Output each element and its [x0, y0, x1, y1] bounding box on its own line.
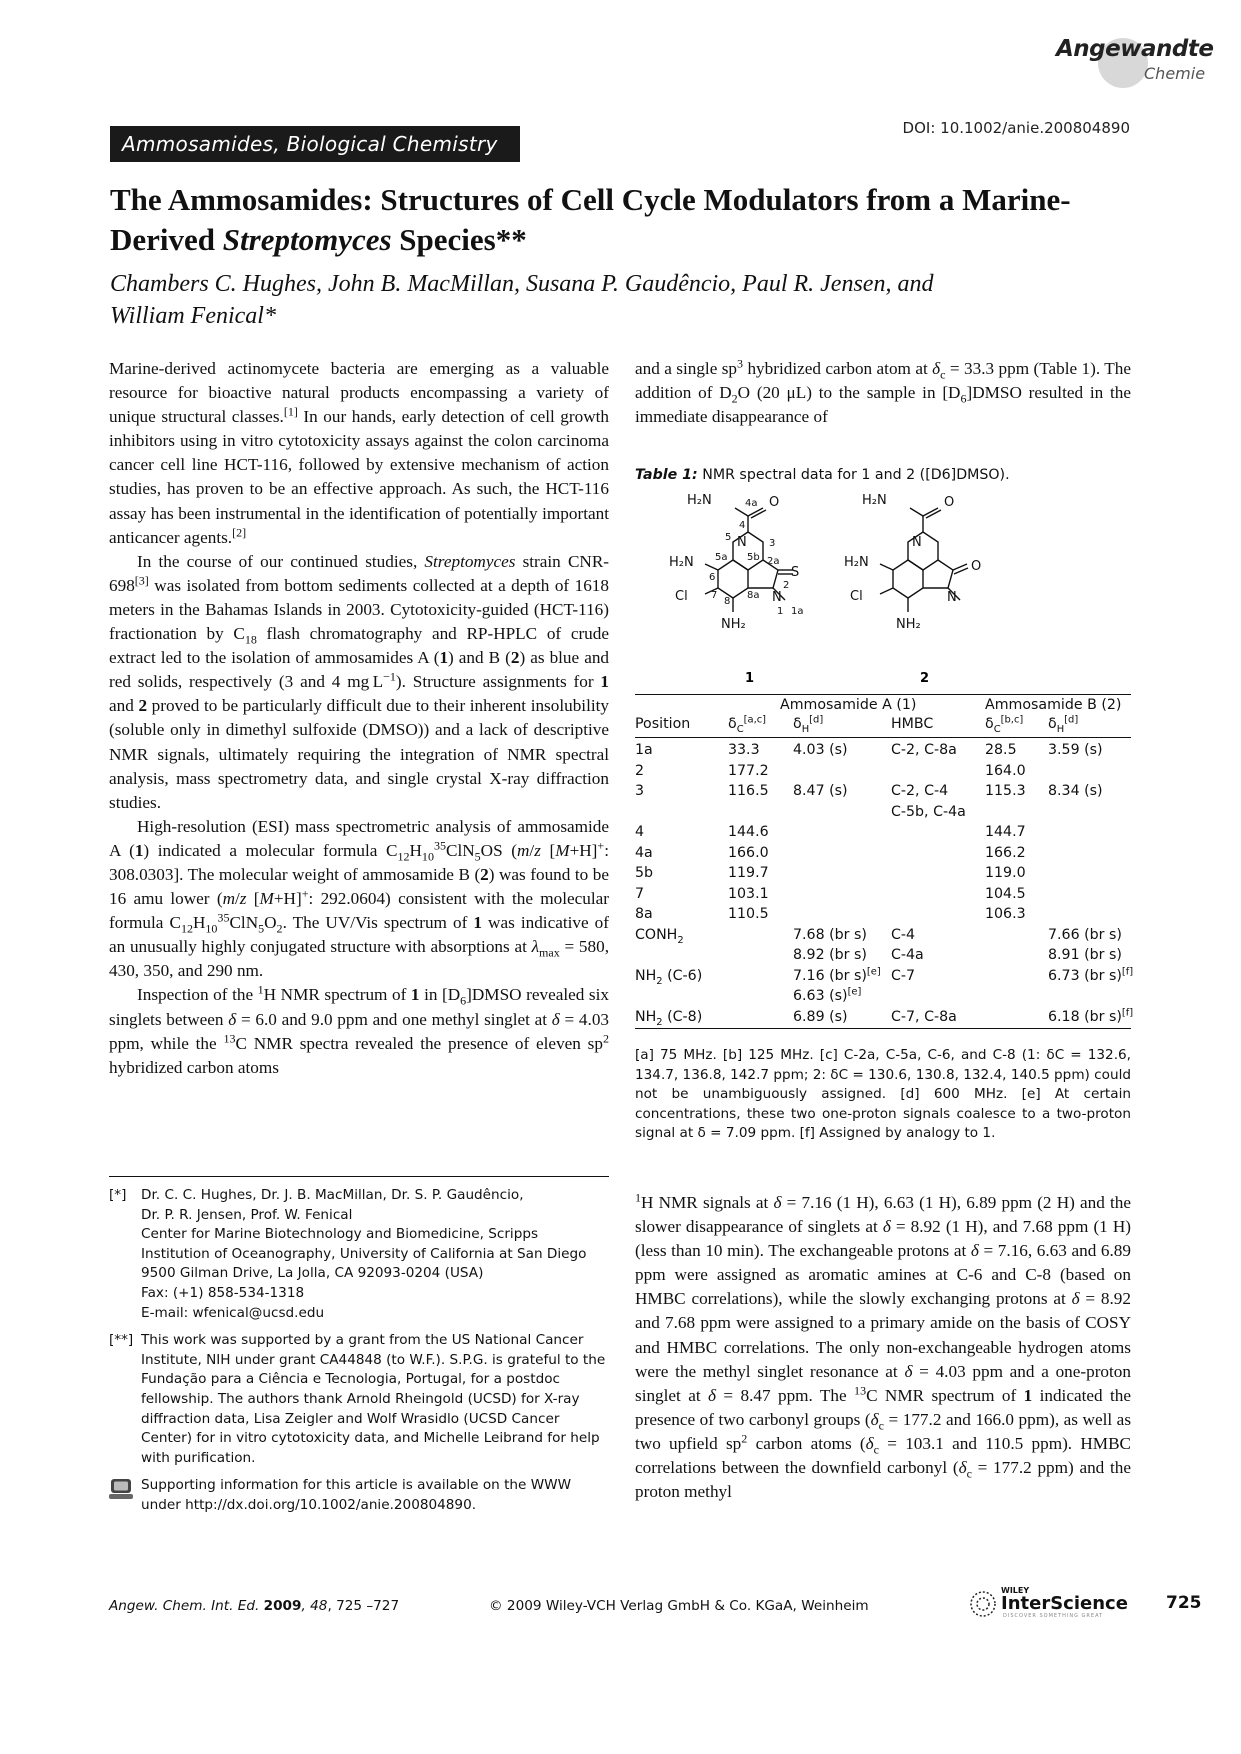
paragraph: Marine-derived actinomycete bacteria are emerging as a valuable resource for bioactive natural products encompassing a variety of unique structural classes.[1] In our hands, early detection of cell growth inhibitors using in vitro cytotoxicity assays against the colon carcinoma cancer cell line HCT-116, followed by extensive mechanism of action studies, has proven to be an effective approach. As such, the HCT-116 assay has been instrumental in the identification of potentially important anticancer agents.[2]: [109, 359, 609, 547]
svg-text:5a: 5a: [715, 552, 728, 563]
svg-text:NH₂: NH₂: [721, 617, 746, 632]
table-cell: 166.0: [728, 844, 769, 861]
table-cell: 4.03 (s): [793, 742, 848, 758]
svg-text:Cl: Cl: [850, 589, 863, 604]
table-row: [635, 885, 1131, 906]
table-cell: 119.7: [728, 865, 769, 881]
body-column-right-top: [635, 357, 1131, 429]
table-cell: 7: [635, 885, 645, 902]
body-column-right-bottom: [635, 1191, 1131, 1504]
svg-text:S: S: [791, 565, 800, 580]
table-cell: 7.16 (br s)[e]: [793, 965, 881, 984]
table-cell: 164.0: [985, 762, 1026, 779]
table-cell: 1a: [635, 742, 653, 758]
table-row: [635, 987, 1131, 1008]
publisher-logo: WILEY InterScience DISCOVER SOMETHING GREAT: [967, 1590, 1127, 1620]
table-row: [635, 762, 1131, 783]
table-cell: $NH_2$ (C-8): [635, 1008, 703, 1028]
svg-text:2: 2: [783, 580, 790, 591]
table-rule-bottom: [635, 1028, 1131, 1029]
paragraph: Inspection of the $^1$H NMR spectrum of 1 in $[D_6]DMSO$ revealed six singlets between δ = 6.0 and 9.0 ppm and one methyl singlet at δ = 4.03 ppm, while the $^{13}$C NMR spectra revealed the presence of eleven $sp^2$ hybridized carbon atoms: [109, 982, 610, 1077]
table-cell: C-5b, C-4a: [891, 803, 966, 820]
nmr-table: [635, 694, 1134, 1029]
page-footer: [109, 1586, 1202, 1620]
page-number: 725: [1166, 1593, 1202, 1613]
svg-text:Cl: Cl: [675, 589, 688, 604]
table-row: [635, 741, 1131, 762]
table-row: [635, 823, 1131, 844]
table-cell: $CONH_2$: [635, 926, 684, 946]
table-cell: C-2, C-8a: [891, 742, 957, 758]
table-cell: $NH_2$ (C-6): [635, 967, 703, 987]
table-cell: 104.5: [985, 885, 1026, 902]
table-cell: 8.34 (s): [1048, 783, 1103, 799]
table-cell: 8.47 (s): [793, 783, 848, 799]
svg-text:4a: 4a: [745, 498, 758, 509]
svg-text:7: 7: [711, 590, 718, 601]
table-row: [635, 782, 1131, 803]
svg-text:4: 4: [739, 520, 746, 531]
supporting-info-text[interactable]: Supporting information for this article is available on the WWW under http://dx.doi.org/10.1002/anie.200804890.: [141, 1477, 572, 1513]
svg-text:NH₂: NH₂: [896, 617, 921, 632]
table-cell: 3.59 (s): [1048, 742, 1103, 758]
svg-text:H₂N: H₂N: [669, 555, 694, 570]
col-header: $\delta_H[d]$: [793, 714, 824, 735]
table-cell: C-4a: [891, 947, 924, 963]
computer-icon: [109, 1478, 133, 1500]
table-cell: 110.5: [728, 906, 769, 922]
col-header: $\delta_C[b,c]$: [985, 714, 1024, 735]
svg-text:1: 1: [777, 606, 784, 617]
table-row: [635, 946, 1131, 967]
compound-label-1: 1: [745, 671, 755, 686]
table-cell: 8a: [635, 906, 653, 922]
table-cell: 144.6: [728, 824, 769, 840]
journal-logo: [1040, 30, 1220, 90]
table-cell: 119.0: [985, 865, 1026, 881]
table-cell: 6.18 (br s)[f]: [1048, 1006, 1134, 1025]
section-banner: Ammosamides, Biological Chemistry: [110, 126, 520, 162]
svg-text:5b: 5b: [747, 552, 760, 563]
table-cell: 5b: [635, 865, 654, 881]
svg-text:8: 8: [724, 596, 731, 607]
paragraph: and a single $sp^3$ hybridized carbon atom at $\delta_c = 33.3$ ppm (Table 1). The addition of $D_2O$ (20 μL) to the sample in $[D_6]DMSO$ resulted in the immediate disappearance of: [635, 356, 1131, 427]
paragraph: In the course of our continued studies, Streptomyces strain CNR-698[3] was isolated from bottom sediments collected at a depth of 1618 meters in the Bahamas Islands in 2003. Cytotoxicity-guided (HCT-116) fractionation by $C_{18}$ flash chromatography and RP-HPLC of crude extract led to the isolation of ammosamides A (1) and B (2) as blue and red solids, respectively (3 and 4 mg $L^{-1}$). Structure assignments for 1 and 2 proved to be particularly difficult due to their inherent insolubility (soluble only in dimethyl sulfoxide (DMSO)) and a lack of descriptive NMR signals, ultimately requiring the integration of NMR spectral analysis, mass spectrometry data, and single crystal X-ray diffraction studies.: [109, 551, 610, 812]
table-caption: Table 1: NMR spectral data for 1 and 2 ([D6]DMSO).: [635, 467, 1010, 483]
table-cell: C-7: [891, 967, 916, 984]
table-body: [635, 738, 1134, 1028]
doi[interactable]: DOI: 10.1002/anie.200804890: [902, 119, 1130, 137]
table-cell: 6.73 (br s)[f]: [1048, 965, 1134, 984]
svg-text:H₂N: H₂N: [862, 493, 887, 508]
table-cell: 8.92 (br s): [793, 947, 867, 963]
svg-text:8a: 8a: [747, 590, 760, 601]
svg-text:3: 3: [769, 538, 776, 549]
table-cell: 28.5: [985, 742, 1017, 758]
table-cell: 8.91 (br s): [1048, 947, 1122, 963]
group-ammosamide-b: Ammosamide B (2): [985, 697, 1122, 713]
col-header: $\delta_C[a,c]$: [728, 714, 767, 735]
svg-text:N: N: [912, 535, 922, 550]
footnote-acknowledgment: [**] This work was supported by a grant from the US National Cancer Institute, NIH under grant CA44848 (to W.F.). S.P.G. is grateful to the Fundação para a Ciência e Tecnologia, Portugal, for a postdoc fellowship. The authors thank Arnold Rheingold (UCSD) for X-ray diffraction data, Lisa Zeigler and Wolf Wrasidlo (UCSD Cancer Center) for in vitro cytotoxicity data, and Michelle Leibrand for help with purification.: [109, 1332, 606, 1466]
svg-text:N: N: [772, 590, 782, 605]
table-row: [635, 905, 1131, 926]
table-cell: C-2, C-4: [891, 783, 949, 799]
table-cell: 106.3: [985, 906, 1026, 922]
table-row: [635, 864, 1131, 885]
table-header: [635, 715, 1131, 737]
table-row: [635, 926, 1131, 947]
table-cell: 4a: [635, 844, 653, 861]
table-row: [635, 844, 1131, 865]
table-row: [635, 965, 1134, 988]
col-header: Position: [635, 716, 691, 732]
globe-icon: [969, 1590, 997, 1618]
table-cell: 103.1: [728, 885, 769, 902]
paragraph: $^1$H NMR signals at δ = 7.16 (1 H), 6.63 (1 H), 6.89 ppm (2 H) and the slower disappearance of singlets at δ = 8.92 (1 H), and 7.68 ppm (1 H) (less than 10 min). The exchangeable protons at δ = 7.16, 6.63 and 6.89 ppm were assigned as aromatic amines at C-6 and C-8 (based on HMBC correlations), while the slowly exchanging protons at δ = 8.92 and 7.68 ppm were assigned to a primary amide on the basis of COSY and HMBC correlations. The only non-exchangeable hydrogen atoms were the methyl singlet resonance at δ = 4.03 ppm and a one-proton singlet at δ = 8.47 ppm. The $^{13}$C NMR spectrum of 1 indicated the presence of two carbonyl groups ($\delta_c = 177.2$ and 166.0 ppm), as well as two upfield $sp^2$ carbon atoms ($\delta_c = 103.1$ and 110.5 ppm). HMBC correlations between the downfield carbonyl ($\delta_c = 177.2$ ppm) and the proton methyl: [635, 1190, 1132, 1502]
svg-text:2a: 2a: [767, 556, 780, 567]
table-cell: 2: [635, 762, 645, 779]
compound-label-2: 2: [920, 671, 930, 686]
journal-citation: Angew. Chem. Int. Ed. 2009, 48, 725 –727: [109, 1598, 400, 1614]
table-cell: 33.3: [728, 742, 760, 758]
table-cell: 7.68 (br s): [793, 926, 867, 943]
footnote-mark: [**]: [109, 1332, 134, 1349]
table-cell: C-7, C-8a: [891, 1008, 957, 1025]
supporting-info: [109, 1476, 609, 1515]
table-cell: 6.63 (s)[e]: [793, 986, 862, 1004]
svg-text:5: 5: [725, 532, 732, 543]
svg-text:O: O: [944, 495, 955, 510]
logo-line2: Chemie: [1144, 64, 1206, 83]
svg-text:H₂N: H₂N: [844, 555, 869, 570]
logo-line1: Angewandte: [1056, 36, 1214, 62]
table-cell: 6.89 (s): [793, 1008, 848, 1025]
footnote-affiliation: [*] Dr. C. C. Hughes, Dr. J. B. MacMillan, Dr. S. P. Gaudêncio, Dr. P. R. Jensen, Prof. W. Fenical Center for Marine Biotechnology and Biomedicine, Scripps Institution of Oceanography, University of California at San Diego 9500 Gilman Drive, La Jolla, CA 92093-0204 (USA) Fax: (+1) 858-534-1318 E-mail: wfenical@ucsd.edu: [109, 1186, 609, 1323]
table-row: [635, 1006, 1134, 1029]
table-cell: 177.2: [728, 762, 769, 779]
table-cell: 4: [635, 824, 645, 840]
table-cell: 116.5: [728, 783, 769, 799]
footnote-rule: [109, 1176, 609, 1177]
table-row: [635, 803, 1131, 824]
svg-text:N: N: [737, 535, 747, 550]
svg-text:O: O: [769, 495, 780, 510]
svg-text:O: O: [971, 559, 982, 574]
copyright: © 2009 Wiley-VCH Verlag GmbH & Co. KGaA, Weinheim: [489, 1598, 869, 1614]
footnote-mark: [*]: [109, 1187, 127, 1203]
table-cell: C-4: [891, 926, 916, 943]
svg-text:6: 6: [709, 572, 716, 583]
group-ammosamide-a: Ammosamide A (1): [780, 697, 917, 713]
col-header: HMBC: [891, 716, 934, 732]
table-cell: 144.7: [985, 824, 1026, 840]
email-link[interactable]: E-mail: wfenical@ucsd.edu: [141, 1304, 325, 1321]
chemical-structures: [635, 488, 1131, 688]
table-cell: 115.3: [985, 783, 1026, 799]
body-column-left: [109, 357, 609, 1080]
paragraph: High-resolution (ESI) mass spectrometric analysis of ammosamide A (1) indicated a molecular formula $C_{12}H_{10}^{35}ClN_5OS$ (m/z [M+H]+: 308.0303]. The molecular weight of ammosamide B (2) was found to be 16 amu lower (m/z [M+H]+: 292.0604) consistent with the molecular formula $C_{12}H_{10}^{35}ClN_5O_2$. The UV/Vis spectrum of 1 was indicative of an unusually highly conjugated structure with absorptions at $\lambda_{max} = 580$, 430, 350, and 290 nm.: [109, 816, 610, 981]
table-cell: 166.2: [985, 844, 1026, 861]
table-cell: 3: [635, 783, 645, 799]
col-header: $\delta_H[d]$: [1048, 714, 1079, 735]
author-list: Chambers C. Hughes, John B. MacMillan, Susana P. Gaudêncio, Paul R. Jensen, and William Fenical*: [110, 271, 934, 329]
article-title: The Ammosamides: Structures of Cell Cycle Modulators from a Marine-Derived Streptomyces Species**: [110, 182, 1071, 257]
table-group-header: [635, 695, 1131, 715]
footnotes: [109, 1186, 609, 1516]
svg-text:1a: 1a: [791, 606, 804, 617]
table-cell: 7.66 (br s): [1048, 926, 1122, 943]
svg-text:N: N: [947, 590, 957, 605]
svg-text:H₂N: H₂N: [687, 493, 712, 508]
table-footnote: [a] 75 MHz. [b] 125 MHz. [c] C-2a, C-5a, C-6, and C-8 (1: δC = 132.6, 134.7, 136.8, 142.7 ppm; 2: δC = 130.6, 130.8, 132.4, 140.5 ppm) could not be unambiguously assigned. [d] 600 MHz. [e] At certain concentrations, these two one-proton signals coalesce to a two-proton signal at δ = 7.09 ppm. [f] Assigned by analogy to 1.: [635, 1047, 1131, 1142]
